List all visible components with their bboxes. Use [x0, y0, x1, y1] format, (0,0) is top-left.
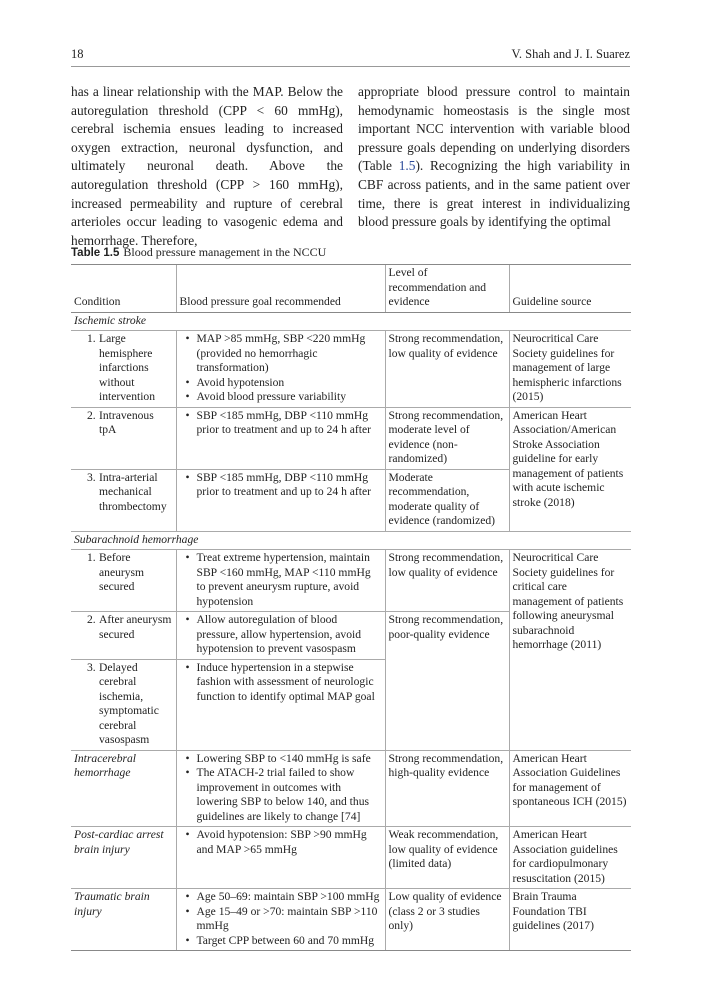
section-row [71, 531, 631, 550]
goal-item: • Lowering SBP to <140 mmHg is safe [180, 752, 382, 767]
header-level: Level of recommendation and evidence [385, 265, 509, 313]
section-subarachnoid-hemorrhage: Subarachnoid hemorrhage [71, 531, 631, 550]
condition-text: Intra-arterial mechanical thrombectomy [99, 470, 167, 513]
table-header-row [71, 265, 631, 313]
cell-goal [176, 889, 385, 951]
header-condition: Condition [71, 265, 176, 313]
cell-level: Weak recommendation, low quality of evidence (limited data) [385, 827, 509, 889]
cell-condition [71, 659, 176, 750]
cell-condition: Traumatic brain injury [71, 889, 176, 951]
cell-condition [71, 612, 176, 660]
goal-item: • Allow autoregulation of blood pressure, allow hypertension, avoid hypotension to prevent vasospasm [180, 613, 382, 657]
cell-goal [176, 750, 385, 827]
table-reference-link[interactable]: 1.5 [398, 158, 416, 174]
cell-source: American Heart Association Guidelines for management of spontaneous ICH (2015) [509, 750, 631, 827]
cell-source: Neurocritical Care Society guidelines for management of large hemispheric infarctions (2015) [509, 331, 631, 408]
condition-text: Intravenous tpA [99, 408, 154, 436]
cell-goal [176, 331, 385, 408]
cell-goal [176, 407, 385, 469]
body-text: appropriate blood pressure control to maintain hemodynamic homeostasis is the single most important NCC intervention with variable blood pressure goals depending on underlying disorders (Table [358, 84, 630, 174]
cell-level: Low quality of evidence (class 2 or 3 studies only) [385, 889, 509, 951]
goal-item: • SBP <185 mmHg, DBP <110 mmHg prior to treatment and up to 24 h after [180, 471, 382, 500]
condition-text: After aneurysm secured [99, 613, 172, 641]
row-number: 3. [87, 660, 96, 674]
cell-goal [176, 827, 385, 889]
goal-item: • Age 15–49 or >70: maintain SBP >110 mmHg [180, 905, 382, 934]
body-column-right [358, 83, 630, 232]
cell-goal [176, 612, 385, 660]
cell-level: Strong recommendation, poor-quality evidence [385, 612, 509, 751]
running-head: V. Shah and J. I. Suarez [511, 47, 630, 61]
cell-condition: Intracerebral hemorrhage [74, 751, 137, 779]
cell-level: Moderate recommendation, moderate quality of evidence (randomized) [385, 469, 509, 531]
header-source: Guideline source [509, 265, 631, 313]
goal-item: • Induce hypertension in a stepwise fashion with assessment of neurologic function to identify optimal MAP goal [180, 661, 382, 705]
goal-item: • Avoid hypotension: SBP >90 mmHg and MAP >65 mmHg [180, 828, 382, 857]
condition-text: Large hemisphere infarctions without intervention [99, 332, 156, 403]
goal-item: • Avoid hypotension [180, 376, 382, 391]
cell-source: American Heart Association/American Stroke Association guideline for early management of patients with acute ischemic stroke (2018) [509, 407, 631, 531]
cell-condition: Post-cardiac arrest brain injury [74, 828, 164, 856]
table-caption-text: Blood pressure management in the NCCU [123, 245, 327, 259]
cell-goal [176, 659, 385, 750]
cell-level: Strong recommendation, moderate level of evidence (non-randomized) [385, 407, 509, 469]
table-row [71, 827, 631, 889]
table-row [71, 331, 631, 408]
header-goal: Blood pressure goal recommended [176, 265, 385, 313]
body-text: ). Recognizing the high variability in CBF across patients, and in the same patient over time, there is great interest in individualizing blood pressure goals by identifying the optimal [358, 158, 630, 230]
cell-condition [71, 331, 176, 408]
table-row [71, 407, 631, 469]
table-row [71, 550, 631, 612]
goal-item: • Target CPP between 60 and 70 mmHg [180, 934, 382, 949]
cell-source: American Heart Association guidelines for cardiopulmonary resuscitation (2015) [509, 827, 631, 889]
table-row [71, 750, 631, 827]
table-caption-label: Table 1.5 [71, 247, 120, 259]
goal-item: • SBP <185 mmHg, DBP <110 mmHg prior to treatment and up to 24 h after [180, 409, 382, 438]
goal-item: • Avoid blood pressure variability [180, 390, 382, 405]
condition-text: Before aneurysm secured [99, 551, 145, 593]
bp-table [71, 264, 631, 951]
goal-item: • Age 50–69: maintain SBP >100 mmHg [180, 890, 382, 905]
table-caption [71, 245, 326, 260]
cell-level: Strong recommendation, low quality of evidence [385, 550, 509, 612]
goal-item: • The ATACH-2 trial failed to show improvement in outcomes with lowering SBP to below 140, and thus guidelines are likely to change [74] [180, 766, 382, 824]
row-number: 2. [87, 613, 96, 626]
cell-condition [71, 407, 176, 469]
page-header [71, 44, 630, 66]
section-row [71, 312, 631, 331]
cell-condition [71, 469, 176, 531]
goal-item: • Treat extreme hypertension, maintain SBP <160 mmHg, MAP <110 mmHg to prevent aneurysm rupture, avoid hypotension [180, 551, 382, 609]
cell-condition [71, 550, 176, 612]
body-paragraph-right [358, 83, 630, 232]
header-rule [71, 66, 630, 67]
row-number: 3. [87, 470, 96, 484]
row-number: 1. [87, 332, 96, 345]
cell-goal [176, 550, 385, 612]
cell-level: Strong recommendation, high-quality evidence [385, 750, 509, 827]
body-paragraph-left: has a linear relationship with the MAP. Below the autoregulation threshold (CPP < 60 mmHg), cerebral ischemia ensues leading to increased oxygen extraction, neuronal dysfunction, and ultimately neuronal death. Above the autoregulation threshold (CPP > 160 mmHg), increased permeability and rupture of cerebral arterioles occur leading to vasogenic edema and hemorrhage. Therefore, [71, 84, 343, 248]
section-ischemic-stroke: Ischemic stroke [71, 312, 631, 331]
cell-source: Neurocritical Care Society guidelines for critical care management of patients following aneurysmal subarachnoid hemorrhage (2011) [509, 550, 631, 751]
row-number: 2. [87, 408, 96, 422]
body-column-left [71, 83, 343, 250]
cell-level: Strong recommendation, low quality of evidence [385, 331, 509, 408]
cell-goal [176, 469, 385, 531]
cell-source: Brain Trauma Foundation TBI guidelines (2017) [509, 889, 631, 951]
page-number: 18 [71, 47, 84, 61]
goal-item: • MAP >85 mmHg, SBP <220 mmHg (provided no hemorrhagic transformation) [180, 332, 382, 376]
condition-text: Delayed cerebral ischemia, symptomatic cerebral vasospasm [99, 660, 159, 746]
table-row [71, 889, 631, 951]
row-number: 1. [87, 551, 96, 564]
